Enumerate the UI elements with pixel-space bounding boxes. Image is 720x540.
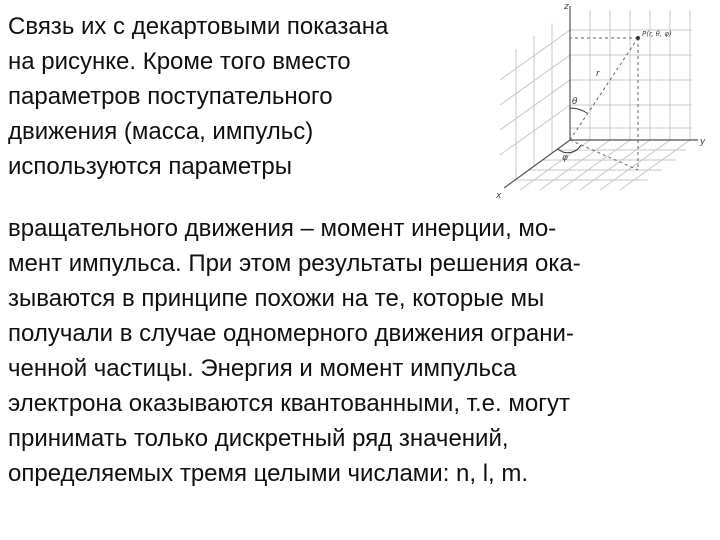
x-axis-label: x bbox=[496, 191, 502, 200]
phi-label: φ bbox=[562, 153, 568, 163]
spherical-coordinates-figure bbox=[486, 0, 716, 200]
theta-label: θ bbox=[572, 97, 578, 107]
text-line: Связь их с декартовыми показана bbox=[8, 13, 389, 40]
text-line: принимать только дискретный ряд значений, bbox=[8, 425, 509, 452]
y-axis-label: y bbox=[700, 137, 706, 147]
text-line: используются параметры bbox=[8, 153, 293, 180]
x-axis bbox=[504, 140, 570, 188]
text-line: движения (масса, импульс) bbox=[8, 118, 314, 145]
z-axis-label: z bbox=[564, 2, 569, 12]
text-line: определяемых тремя целыми числами: n, l, m. bbox=[8, 460, 529, 487]
point-p-label: P(r, θ, φ) bbox=[642, 30, 672, 38]
text-line: мент импульса. При этом результаты решения ока- bbox=[8, 250, 581, 277]
text-line: зываются в принципе похожи на те, которые мы bbox=[8, 285, 545, 312]
text-line: вращательного движения – момент инерции, мо- bbox=[8, 215, 557, 242]
text-line: на рисунке. Кроме того вместо bbox=[8, 48, 351, 75]
coordinate-diagram bbox=[486, 0, 716, 200]
text-line: электрона оказываются квантованными, т.е. могут bbox=[8, 390, 570, 417]
text-line: получали в случае одномерного движения ограни- bbox=[8, 320, 574, 347]
theta-arc bbox=[570, 108, 587, 113]
text-line: параметров поступательного bbox=[8, 83, 333, 110]
radius-vector bbox=[570, 38, 638, 140]
point-p-marker bbox=[636, 36, 640, 40]
r-label: r bbox=[596, 69, 600, 79]
text-line: ченной частицы. Энергия и момент импульса bbox=[8, 355, 517, 382]
